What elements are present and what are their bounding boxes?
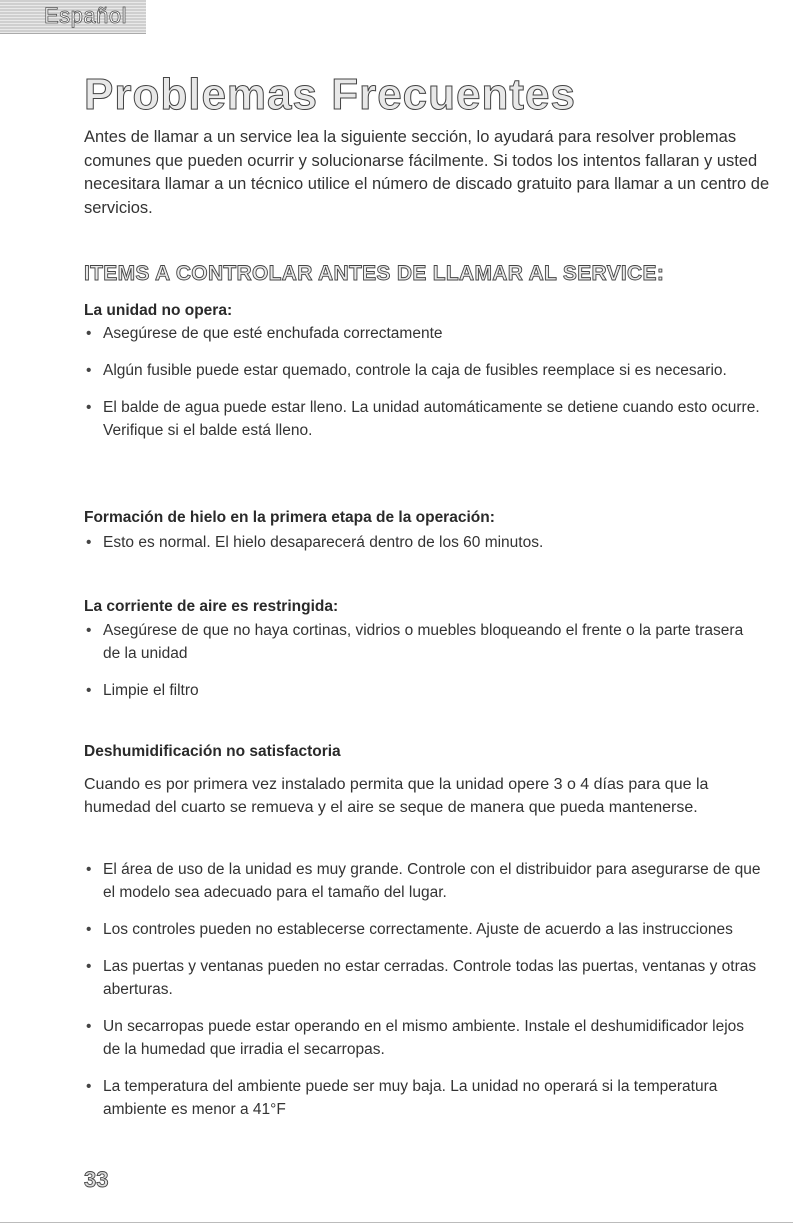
section-list-ice-formation <box>84 531 764 568</box>
section-list-unit-not-operating <box>84 322 764 456</box>
list-item: • Esto es normal. El hielo desaparecerá dentro de los 60 minutos. <box>84 531 764 554</box>
section-list-unsatisfactory-dehumidification <box>84 858 764 1135</box>
language-tab <box>0 0 146 34</box>
list-item: • El área de uso de la unidad es muy grande. Controle con el distribuidor para asegurarse de que el modelo sea adecuado para el tamaño del lugar. <box>84 858 764 904</box>
list-item: • Asegúrese de que no haya cortinas, vidrios o muebles bloqueando el frente o la parte trasera de la unidad <box>84 619 764 665</box>
intro-paragraph: Antes de llamar a un service lea la siguiente sección, lo ayudará para resolver problemas comunes que pueden ocurrir y solucionarse fácilmente. Si todos los intentos fallaran y usted necesitara llamar a un técnico utilice el número de discado gratuito para llamar a un centro de servicios. <box>84 128 770 217</box>
list-item: • Limpie el filtro <box>84 679 764 702</box>
list-item: • El balde de agua puede estar lleno. La unidad automáticamente se detiene cuando esto ocurre. Verifique si el balde está lleno. <box>84 396 764 442</box>
list-item: • La temperatura del ambiente puede ser muy baja. La unidad no operará si la temperatura ambiente es menor a 41°F <box>84 1075 764 1121</box>
page-number: 33 <box>84 1167 109 1192</box>
language-tab-label: Español <box>44 3 128 28</box>
list-item: • Algún fusible puede estar quemado, controle la caja de fusibles reemplace si es necesario. <box>84 359 764 382</box>
list-item: • Asegúrese de que esté enchufada correctamente <box>84 322 764 345</box>
list-item: • Un secarropas puede estar operando en el mismo ambiente. Instale el deshumidificador lejos de la humedad que irradia el secarropas. <box>84 1015 764 1061</box>
section-list-airflow-restricted <box>84 619 764 716</box>
list-item: • Las puertas y ventanas pueden no estar cerradas. Controle todas las puertas, ventanas y otras aberturas. <box>84 955 764 1001</box>
section-heading-airflow-restricted: La corriente de aire es restringida: <box>84 598 339 615</box>
checklist-heading: ITEMS A CONTROLAR ANTES DE LLAMAR AL SERVICE: <box>84 262 665 285</box>
section-heading-ice-formation: Formación de hielo en la primera etapa de la operación: <box>84 509 495 526</box>
bottom-divider <box>0 1222 793 1223</box>
section-heading-unit-not-operating: La unidad no opera: <box>84 302 233 319</box>
section-paragraph: Cuando es por primera vez instalado permita que la unidad opere 3 o 4 días para que la humedad del cuarto se remueva y el aire se seque de manera que pueda mantenerse. <box>84 776 709 816</box>
list-item: • Los controles pueden no establecerse correctamente. Ajuste de acuerdo a las instrucciones <box>84 918 764 941</box>
page-title: Problemas Frecuentes <box>84 70 576 119</box>
section-heading-unsatisfactory-dehumidification: Deshumidificación no satisfactoria <box>84 743 341 760</box>
